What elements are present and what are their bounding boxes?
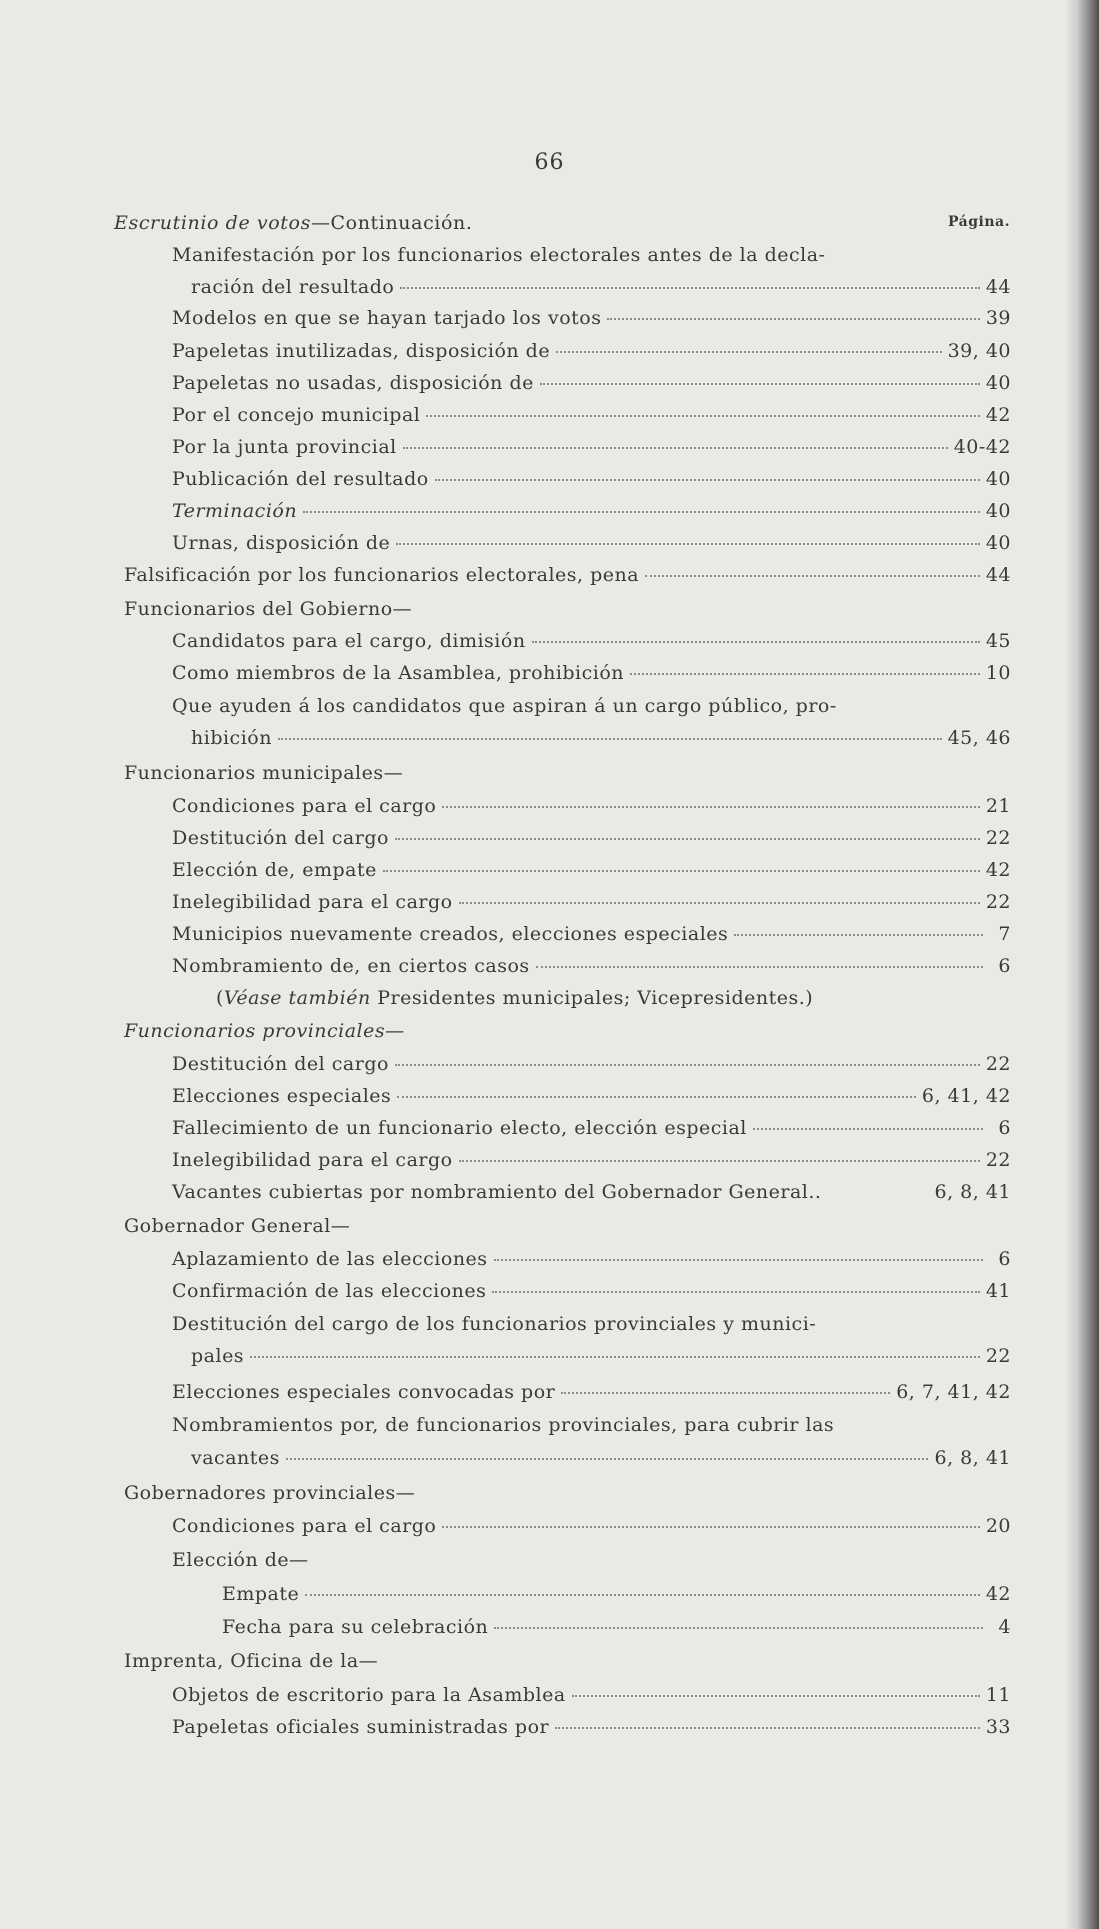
index-entry: Nombramientos por, de funcionarios provinciales, para cubrir las bbox=[172, 1414, 835, 1436]
page-column-label: Página. bbox=[948, 214, 1010, 230]
index-entry: Que ayuden á los candidatos que aspiran á un cargo público, pro- bbox=[172, 695, 837, 717]
header-title-text: Escrutinio de votos bbox=[114, 212, 311, 234]
index-entry: pales 22 bbox=[191, 1345, 1011, 1367]
index-entry: Urnas, disposición de 40 bbox=[172, 532, 1011, 554]
index-entry: Papeletas inutilizadas, disposición de 39, 40 bbox=[172, 340, 1011, 362]
page-edge-shadow bbox=[1065, 0, 1099, 1929]
index-entry: Empate 42 bbox=[222, 1583, 1011, 1605]
index-heading: Funcionarios municipales— bbox=[124, 762, 404, 784]
index-entry: Por la junta provincial 40-42 bbox=[172, 436, 1011, 458]
index-entry: Fecha para su celebración 4 bbox=[222, 1616, 1011, 1638]
index-entry: Publicación del resultado 40 bbox=[172, 468, 1011, 490]
index-entry: vacantes 6, 8, 41 bbox=[191, 1447, 1011, 1469]
index-entry: Condiciones para el cargo 21 bbox=[172, 795, 1011, 817]
index-entry: Confirmación de las elecciones 41 bbox=[172, 1280, 1011, 1302]
index-entry: Modelos en que se hayan tarjado los votos 39 bbox=[172, 307, 1011, 329]
index-entry: Terminación 40 bbox=[172, 500, 1011, 522]
index-entry: ración del resultado 44 bbox=[191, 276, 1011, 298]
cross-reference: (Véase también Presidentes municipales; Vicepresidentes.) bbox=[216, 987, 814, 1009]
index-heading: Imprenta, Oficina de la— bbox=[124, 1650, 379, 1672]
index-entry: Aplazamiento de las elecciones 6 bbox=[172, 1248, 1011, 1270]
index-heading: Gobernadores provinciales— bbox=[124, 1482, 416, 1504]
index-entry: Papeletas no usadas, disposición de 40 bbox=[172, 372, 1011, 394]
index-entry: Elección de, empate 42 bbox=[172, 859, 1011, 881]
index-entry: Objetos de escritorio para la Asamblea 11 bbox=[172, 1684, 1011, 1706]
index-entry: Elecciones especiales convocadas por 6, 7, 41, 42 bbox=[172, 1381, 1011, 1403]
index-entry: Falsificación por los funcionarios electorales, pena 44 bbox=[124, 564, 1011, 586]
index-entry: Destitución del cargo de los funcionarios provinciales y munici- bbox=[172, 1313, 817, 1335]
index-entry: Como miembros de la Asamblea, prohibición 10 bbox=[172, 662, 1011, 684]
section-header bbox=[114, 212, 1014, 240]
index-entry: Vacantes cubiertas por nombramiento del Gobernador General.. 6, 8, 41 bbox=[172, 1181, 1011, 1203]
header-continuation: —Continuación. bbox=[310, 212, 473, 234]
index-entry: Municipios nuevamente creados, elecciones especiales 7 bbox=[172, 923, 1011, 945]
index-entry: hibición 45, 46 bbox=[191, 727, 1011, 749]
index-heading: Funcionarios provinciales— bbox=[124, 1020, 405, 1042]
index-entry: Destitución del cargo 22 bbox=[172, 827, 1011, 849]
index-entry: Por el concejo municipal 42 bbox=[172, 404, 1011, 426]
index-entry: Inelegibilidad para el cargo 22 bbox=[172, 891, 1011, 913]
page-number: 66 bbox=[534, 150, 565, 175]
index-subheading: Elección de— bbox=[172, 1549, 309, 1571]
header-title bbox=[114, 212, 473, 234]
index-entry: Candidatos para el cargo, dimisión 45 bbox=[172, 630, 1011, 652]
index-entry: Nombramiento de, en ciertos casos 6 bbox=[172, 955, 1011, 977]
index-entry: Manifestación por los funcionarios electorales antes de la decla- bbox=[172, 244, 826, 266]
index-entry: Inelegibilidad para el cargo 22 bbox=[172, 1149, 1011, 1171]
index-entry: Papeletas oficiales suministradas por 33 bbox=[172, 1716, 1011, 1738]
index-heading: Gobernador General— bbox=[124, 1215, 351, 1237]
index-entry: Fallecimiento de un funcionario electo, elección especial 6 bbox=[172, 1117, 1011, 1139]
index-entry: Condiciones para el cargo 20 bbox=[172, 1515, 1011, 1537]
index-entry: Destitución del cargo 22 bbox=[172, 1053, 1011, 1075]
index-entry: Elecciones especiales 6, 41, 42 bbox=[172, 1085, 1011, 1107]
index-heading: Funcionarios del Gobierno— bbox=[124, 598, 413, 620]
